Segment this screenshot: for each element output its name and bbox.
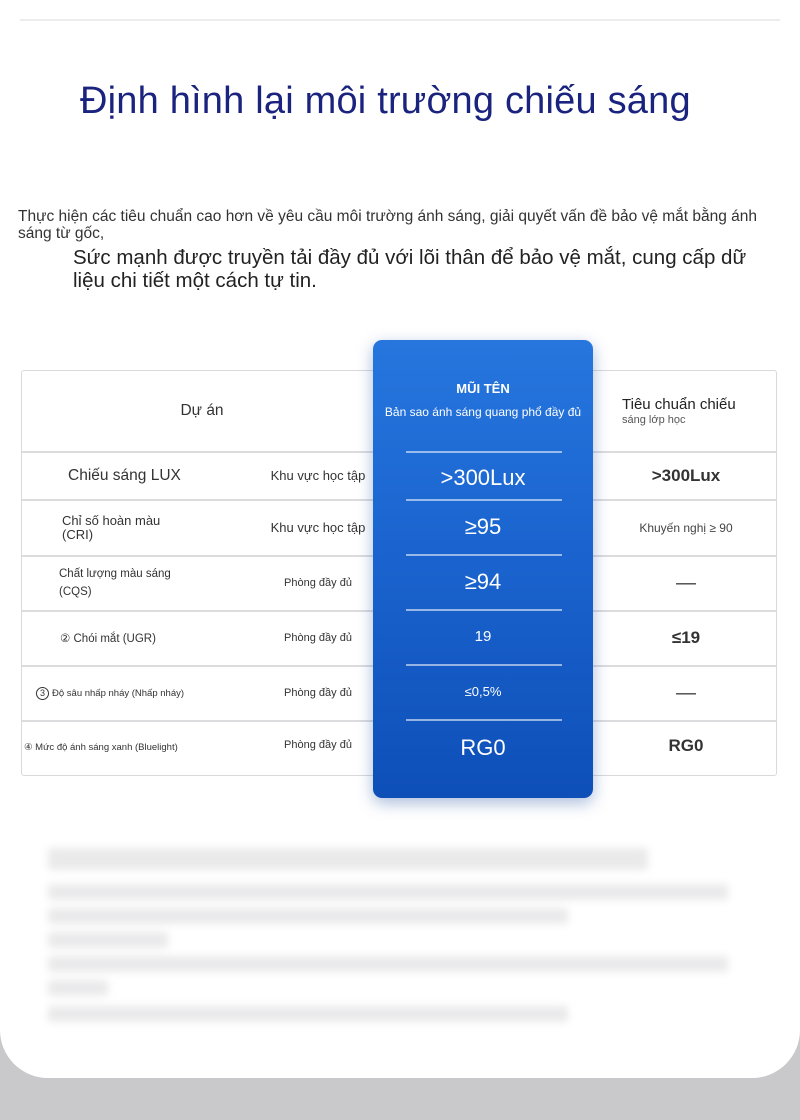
lead-text: Sức mạnh được truyền tải đầy đủ với lõi thân để bảo vệ mắt, cung cấp dữ liệu chi tiết một cách tự tin. <box>73 246 747 292</box>
highlight-column <box>373 340 593 798</box>
value-bluelight: RG0 <box>460 735 506 760</box>
row-cqs-project: Chất lượng màu sáng (CQS) <box>59 568 171 598</box>
header-project: Dự án <box>180 402 224 419</box>
row-flicker-area: Phòng đầy đủ <box>284 687 352 699</box>
header-standard <box>622 371 772 451</box>
page-title: Định hình lại môi trường chiếu sáng <box>80 80 691 122</box>
row-ugr-area: Phòng đầy đủ <box>284 632 352 644</box>
row-lux-standard: >300Lux <box>651 465 721 485</box>
header-standard-sub: sáng lớp học <box>622 414 686 426</box>
row-cqs-standard: — <box>676 571 696 594</box>
highlight-divider <box>406 719 562 721</box>
value-flicker: ≤0,5% <box>464 684 502 699</box>
header-standard-label: Tiêu chuẩn chiếu <box>622 396 736 413</box>
number-badge: 3 <box>36 687 49 700</box>
value-cqs: ≥94 <box>464 569 502 594</box>
row-cri-area: Khu vực học tập <box>270 520 366 535</box>
brand-subtitle: Bản sao ánh sáng quang phổ đầy đủ <box>384 405 582 419</box>
row-bluelight-project: ④ Mức độ ánh sáng xanh (Bluelight) <box>24 741 178 753</box>
blurred-footer-text <box>48 848 748 1028</box>
row-flicker-label: Độ sâu nhấp nháy (Nhấp nháy) <box>52 687 185 699</box>
row-cri-standard: Khuyến nghị ≥ 90 <box>639 520 733 535</box>
row-flicker-project <box>36 666 266 720</box>
highlight-divider <box>406 451 562 453</box>
row-lux-area: Khu vực học tập <box>270 468 366 483</box>
row-flicker-standard: — <box>676 681 696 704</box>
row-ugr-project: ② Chói mắt (UGR) <box>60 633 156 645</box>
highlight-divider <box>406 554 562 556</box>
row-bluelight-standard: RG0 <box>668 736 704 755</box>
value-ugr: 19 <box>474 628 492 645</box>
brand-name: MŨI TÊN <box>456 381 510 396</box>
row-cri-project: Chỉ số hoàn màu (CRI) <box>62 512 161 542</box>
row-bluelight-area: Phòng đầy đủ <box>284 739 352 751</box>
row-lux-project: Chiếu sáng LUX <box>68 466 181 484</box>
value-lux: >300Lux <box>440 465 526 490</box>
highlight-divider <box>406 664 562 666</box>
top-divider <box>20 19 780 21</box>
row-cqs-area: Phòng đầy đủ <box>284 577 352 589</box>
highlight-divider <box>406 499 562 501</box>
intro-text: Thực hiện các tiêu chuẩn cao hơn về yêu cầu môi trường ánh sáng, giải quyết vấn đề bảo vệ mắt bằng ánh sáng từ gốc, <box>18 208 758 242</box>
row-ugr-standard: ≤19 <box>671 628 701 647</box>
value-cri: ≥95 <box>464 514 502 539</box>
highlight-divider <box>406 609 562 611</box>
